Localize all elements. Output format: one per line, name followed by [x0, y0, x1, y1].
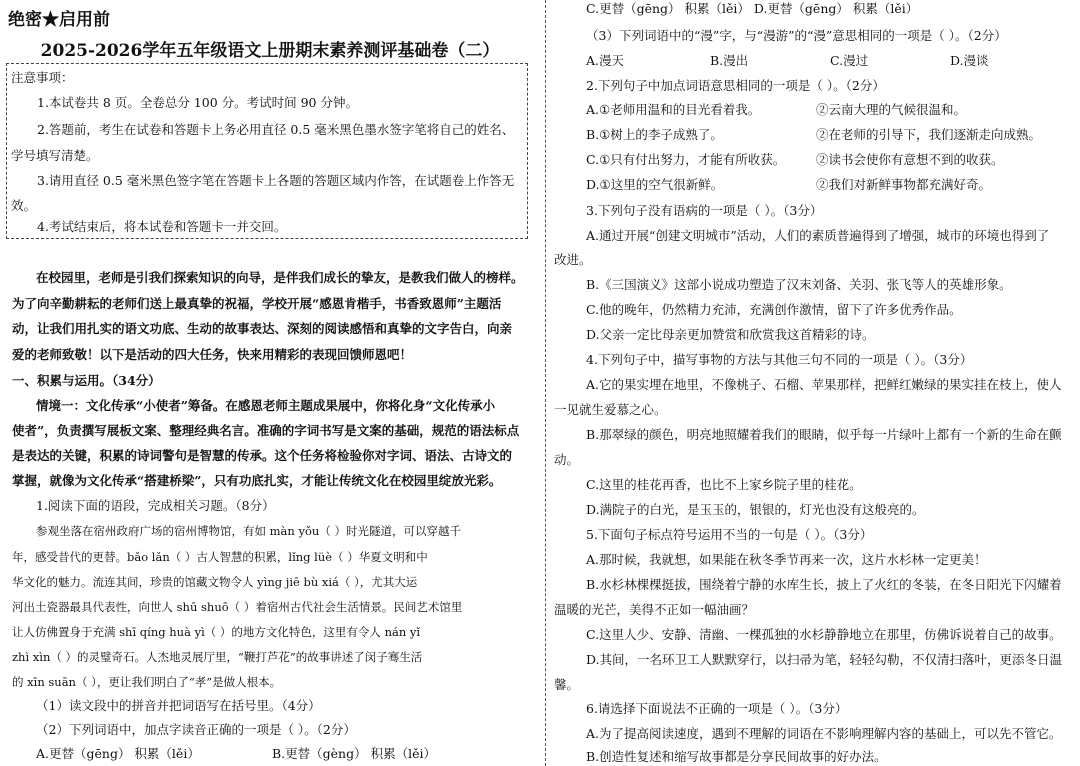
question-1-3: （3）下列词语中的“漫”字，与“漫游”的“漫”意思相同的一项是（ ）。（2分） — [586, 28, 1007, 43]
passage-line: 的 xīn suān（ ），更让我们明白了“孝”是做人根本。 — [12, 675, 282, 689]
question-1-2: （2）下列词语中，加点字读音正确的一项是（ ）。（2分） — [36, 722, 356, 737]
option-b: B.水杉林棵棵挺拔，围绕着宁静的水库生长，披上了火红的冬装，在冬日阳光下闪耀着 — [586, 577, 1062, 592]
option-b: B.创造性复述和缩写故事都是分享民间故事的好办法。 — [586, 749, 887, 764]
passage-line: 河出土瓷器最具代表性，向世人 shū shuō（ ）着宿州古代社会生活情景。民间艺术馆里 — [12, 600, 463, 614]
question-1: 1.阅读下面的语段，完成相关习题。（8分） — [36, 498, 275, 513]
option-c: C.这里的桂花再香，也比不上家乡院子里的桂花。 — [586, 477, 862, 492]
option-line: C.更替（gēng） 积累（lěi） D.更替（gēng） 积累（lěi） — [586, 1, 919, 16]
option-d: D.其间，一名环卫工人默默穿行，以扫帚为笔，轻轻勾勒，不仅清扫落叶，更添冬日温 — [586, 652, 1063, 667]
scenario-line: 情境一：文化传承“小使者”筹备。在感恩老师主题成果展中，你将化身“文化传承小 — [36, 398, 496, 413]
option-a-cont: 改进。 — [554, 252, 592, 267]
option-a: A.通过开展“创建文明城市”活动，人们的素质普遍得到了增强，城市的环境也得到了 — [586, 228, 1050, 243]
passage-line: 参观坐落在宿州政府广场的宿州博物馆，有如 màn yǒu（ ）时光隧道，可以穿越千 — [36, 524, 461, 538]
notice-line: 1.本试卷共 8 页。全卷总分 100 分。考试时间 90 分钟。 — [37, 95, 358, 110]
scenario-line: 使者”，负责撰写展板文案、整理经典名言。准确的字词书写是文案的基础，规范的语法标点 — [12, 423, 520, 438]
confidential-mark: 绝密★启用前 — [8, 10, 110, 30]
option-c: C.他的晚年，仍然精力充沛，充满创作激情，留下了许多优秀作品。 — [586, 302, 962, 317]
option-b-2: ②在老师的引导下，我们逐渐走向成熟。 — [816, 127, 1042, 142]
option-d-cont: 馨。 — [554, 677, 580, 692]
option-b-cont: 温暖的光芒，美得不正如一幅油画？ — [554, 602, 755, 617]
column-divider — [545, 0, 546, 766]
question-3: 3.下列句子没有语病的一项是（ ）。（3分） — [586, 203, 823, 218]
option-b-cont: 动。 — [554, 452, 580, 467]
option-a: A.那时候，我就想，如果能在秋冬季节再来一次，这片水杉林一定更美！ — [586, 552, 987, 567]
exam-title: 2025-2026学年五年级语文上册期末素养测评基础卷（二） — [40, 41, 500, 61]
notice-box — [6, 63, 528, 239]
question-2: 2.下列句子中加点词语意思相同的一项是（ ）。（2分） — [586, 78, 885, 93]
option-a: A.漫天 — [586, 53, 625, 68]
notice-heading: 注意事项： — [11, 70, 74, 85]
option-d: D.满院子的白光，是玉玉的，银银的，灯光也没有这般亮的。 — [586, 502, 925, 517]
option-c: C.这里人少、安静、清幽、一棵孤独的水杉静静地立在那里，仿佛诉说着自己的故事。 — [586, 627, 1062, 642]
notice-line: 3.请用直径 0.5 毫米黑色签字笔在答题卡上各题的答题区域内作答，在试题卷上作答无 — [37, 173, 515, 188]
notice-line: 学号填写清楚。 — [11, 148, 99, 163]
option-b: B.①树上的李子成熟了。 — [586, 127, 723, 142]
notice-line: 4.考试结束后，将本试卷和答题卡一并交回。 — [37, 219, 287, 234]
option-a-2: ②云南大理的气候很温和。 — [816, 102, 967, 117]
intro-line: 为了向辛勤耕耘的老师们送上最真挚的祝福，学校开展“感恩肯楷手，书香致恩师”主题活 — [12, 296, 502, 311]
passage-line: zhì xìn（ ）的灵璧奇石。人杰地灵展厅里，“鞭打芦花”的故事讲述了闵子骞生活 — [12, 650, 423, 664]
question-5: 5.下面句子标点符号运用不当的一句是（ ）。（3分） — [586, 527, 873, 542]
question-1-1: （1）读文段中的拼音并把词语写在括号里。（4分） — [36, 698, 321, 713]
notice-line: 2.答题前，考生在试卷和答题卡上务必用直径 0.5 毫米黑色墨水签字笔将自己的姓名、 — [37, 122, 515, 137]
option-d: D.漫谈 — [950, 53, 989, 68]
option-b: B.《三国演义》这部小说成功塑造了汉末刘备、关羽、张飞等人的英雄形象。 — [586, 277, 1012, 292]
option-a: A.它的果实埋在地里，不像桃子、石榴、苹果那样，把鲜红嫩绿的果实挂在枝上，使人 — [586, 377, 1062, 392]
scenario-line: 是表达的关键，积累的诗词警句是智慧的传承。这个任务将检验你对字词、语法、古诗文的 — [12, 448, 513, 463]
scenario-line: 掌握，就像为文化传承“搭建桥梁”，只有功底扎实，才能让传统文化在校园里绽放光彩。 — [12, 473, 502, 488]
option-c-2: ②读书会使你有意想不到的收获。 — [816, 152, 1004, 167]
option-d: D.①这里的空气很新鲜。 — [586, 177, 724, 192]
intro-line: 动，让我们用扎实的语文功底、生动的故事表达、深刻的阅读感悟和真挚的文字告白，向亲 — [12, 321, 513, 336]
notice-line: 效。 — [11, 198, 37, 213]
option-b: B.更替（gèng） 积累（lěi） — [272, 746, 436, 761]
option-d-2: ②我们对新鲜事物都充满好奇。 — [816, 177, 992, 192]
question-6: 6.请选择下面说法不正确的一项是（ ）。（3分） — [586, 701, 848, 716]
option-d: D.父亲一定比母亲更加赞赏和欣赏我这首精彩的诗。 — [586, 327, 875, 342]
intro-line: 爱的老师致敬！以下是活动的四大任务，快来用精彩的表现回馈师恩吧！ — [12, 347, 413, 362]
option-a-cont: 一见就生爱慕之心。 — [554, 402, 667, 417]
option-a: A.更替（gēng） 积累（lěi） — [36, 746, 200, 761]
passage-line: 年，感受昔代的更替。bǎo lǎn（ ）古人智慧的积累，lǐng lüè（ ）华夏文明和中 — [12, 550, 428, 564]
intro-line: 在校园里，老师是引我们探索知识的向导，是伴我们成长的挚友，是教我们做人的榜样。 — [36, 270, 524, 285]
question-4: 4.下列句子中，描写事物的方法与其他三句不同的一项是（ ）。（3分） — [586, 352, 973, 367]
option-a: A.为了提高阅读速度，遇到不理解的词语在不影响理解内容的基础上，可以先不管它。 — [586, 726, 1062, 741]
passage-line: 让人仿佛置身于充满 shī qíng huà yì（ ）的地方文化特色，这里有令人 nán yǐ — [12, 625, 421, 639]
option-c: C.①只有付出努力，才能有所收获。 — [586, 152, 786, 167]
option-a: A.①老师用温和的目光看着我。 — [586, 102, 761, 117]
right-column — [550, 0, 1076, 766]
section-heading: 一、积累与运用。（34分） — [12, 373, 161, 388]
option-c: C.漫过 — [830, 53, 869, 68]
option-b: B.那翠绿的颜色，明亮地照耀着我们的眼睛，似乎每一片绿叶上都有一个新的生命在颤 — [586, 427, 1062, 442]
passage-line: 华文化的魅力。流连其间，珍贵的馆藏文物令人 yìng jiē bù xiá（ ），尤其大运 — [12, 575, 418, 589]
option-b: B.漫出 — [710, 53, 749, 68]
